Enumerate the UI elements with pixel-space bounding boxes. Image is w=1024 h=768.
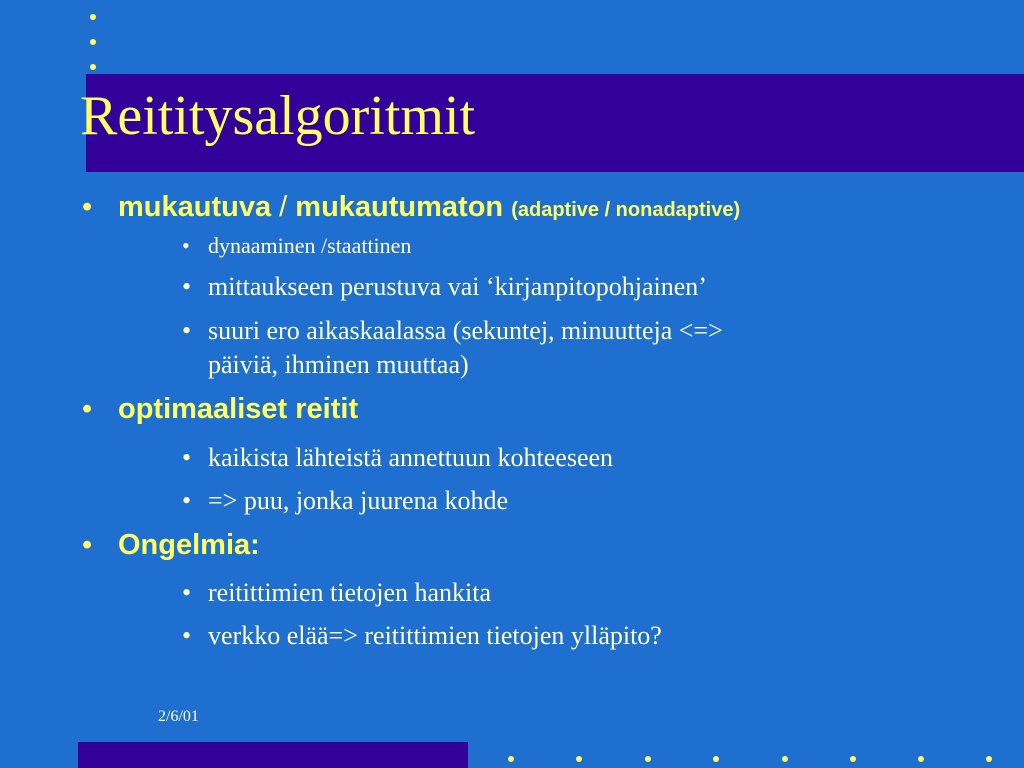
decor-dot: [508, 756, 514, 762]
sub-bullet-text: kaikista lähteistä annettuun kohteeseen: [208, 443, 614, 472]
bullet-adaptive: [82, 190, 740, 225]
sub-bullet: [182, 314, 723, 382]
footer-accent-bar: [78, 742, 468, 768]
sub-bullet: [182, 619, 662, 653]
decor-dot: [713, 756, 719, 762]
bullet-glyph: •: [182, 443, 192, 472]
term-adaptive: mukautuva: [118, 191, 272, 223]
slide-date: 2/6/01: [158, 708, 199, 725]
sub-bullet-text: verkko elää=> reitittimien tietojen ylläpito?: [208, 621, 662, 650]
sub-bullet: [182, 229, 411, 263]
bullet-glyph: •: [182, 486, 192, 515]
sub-bullet-text: mittaukseen perustuva vai ‘kirjanpitopohjainen’: [208, 272, 707, 301]
bullet-problems: [82, 528, 260, 563]
bullet-glyph: •: [182, 578, 192, 607]
sub-bullet: [182, 270, 707, 304]
decor-dot: [645, 756, 651, 762]
term-translation: (adaptive / nonadaptive): [511, 199, 741, 221]
slide-title: Reititysalgoritmit: [80, 85, 476, 147]
decor-dot: [576, 756, 582, 762]
bullet-glyph: •: [182, 621, 192, 650]
decor-dot: [850, 756, 856, 762]
decor-dot: [782, 756, 788, 762]
sub-bullet: [182, 441, 613, 475]
bullet-glyph: •: [182, 272, 192, 301]
decor-dot: [918, 756, 924, 762]
bullet-glyph: •: [82, 191, 93, 223]
sub-bullet-text: dynaaminen /staattinen: [208, 233, 412, 258]
sub-bullet-text: => puu, jonka juurena kohde: [208, 486, 509, 515]
bullet-glyph: •: [182, 233, 190, 258]
sub-bullet: [182, 484, 508, 518]
sub-bullet-text: reitittimien tietojen hankita: [208, 578, 492, 607]
sub-bullet: [182, 576, 491, 610]
bullet-glyph: •: [82, 529, 93, 561]
bullet-optimal-routes: [82, 392, 358, 427]
sub-bullet-text: suuri ero aikaskaalassa (sekuntej, minuutteja <=>: [208, 316, 723, 345]
term-separator: /: [279, 191, 288, 223]
term-nonadaptive: mukautumaton: [295, 191, 504, 223]
bullet-text: optimaaliset reitit: [118, 393, 359, 425]
bullet-glyph: •: [82, 393, 93, 425]
decor-dot: [986, 756, 992, 762]
sub-bullet-text-continued: päiviä, ihminen muuttaa): [208, 350, 469, 379]
bullet-text: Ongelmia:: [118, 529, 260, 561]
bullet-glyph: •: [182, 316, 192, 345]
